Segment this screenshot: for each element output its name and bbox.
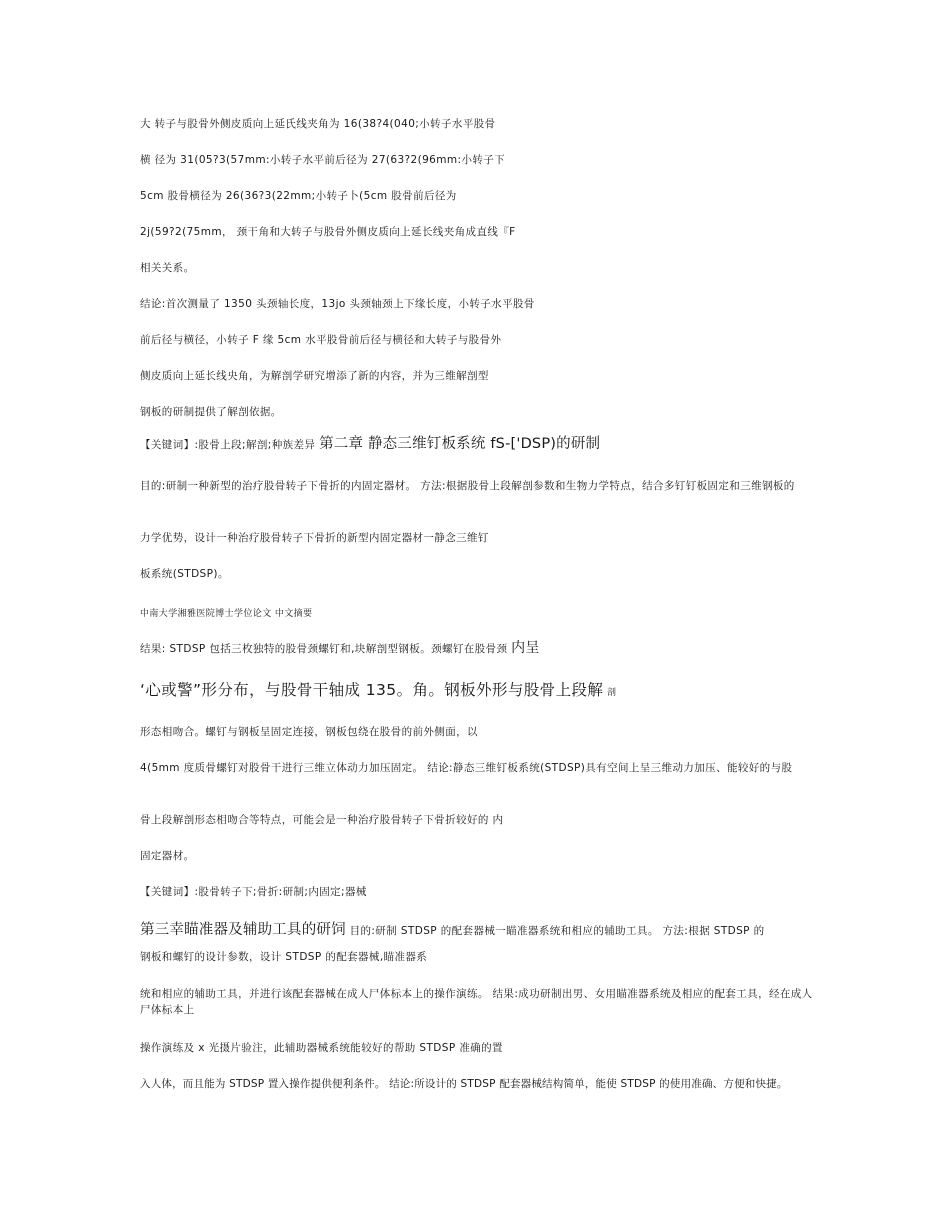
text-line: 板系统(STDSP)。 bbox=[140, 568, 229, 580]
text-line: 固定器材。 bbox=[140, 850, 195, 862]
text-line: 形态相吻合。螺钉与钢板呈固定连接，钢板包绕在股骨的前外侧面，以 bbox=[140, 726, 478, 738]
ch3-aim-text: 目的:研制 STDSP 的配套器械一瞄准器系统和相应的辅助工具。 方法:根据 STDSP 的 bbox=[349, 925, 765, 937]
keywords-line: 【关键词】:股骨转子下;骨折:研制;内固定;器械 bbox=[140, 886, 367, 898]
keywords-text: 【关键词】:股骨上段;解剖;种族差异 bbox=[140, 439, 316, 451]
text-line: 骨上段解剖形态相吻合等特点，可能会是一种治疗股骨转子下骨折较好的 内 bbox=[140, 814, 504, 826]
text-line: 大 转子与股骨外侧皮质向上延氏线夹角为 16(38?4(040;小转子水平股骨 bbox=[140, 118, 496, 130]
text-line: 5cm 股骨横径为 26(36?3(22mm;小转子卜(5cm 股骨前后径为 bbox=[140, 190, 457, 202]
text-line: 相关关系。 bbox=[140, 262, 195, 274]
text-line: 2j(59?2(75mm， 颈干角和大转子与股骨外侧皮质向上延长线夹角成直线『F bbox=[140, 226, 516, 238]
result-text-large: 内呈 bbox=[511, 640, 540, 656]
large-text-line bbox=[140, 681, 820, 699]
text-line: 前后径与横径，小转子 F 缘 5cm 水平股骨前后径与横径和大转子与股骨外 bbox=[140, 334, 502, 346]
text-line: 钢板的研制提供了解剖依据。 bbox=[140, 406, 282, 418]
small-text: 剖 bbox=[607, 688, 617, 698]
running-header: 中南大学湘雅医院博士学位论文 中文摘要 bbox=[140, 609, 313, 619]
ch2-aim-paragraph: 目的:研制一种新型的治疗股骨转子下骨折的内固定器材。 方法:根据股骨上段解剖参数和生物力学特点，结合多钉钉板固定和三维钢板的 bbox=[140, 480, 795, 492]
chapter-3-heading: 第三幸瞄准器及辅助工具的研饲 bbox=[140, 922, 346, 938]
ch3-result-paragraph: 统和相应的辅助工具，并进行该配套器械在成人尸体标本上的操作演练。 结果:成功研制出男、女用瞄准器系统及相应的配套工具，经在成人尸体标本上 bbox=[140, 988, 813, 1016]
text-line: 操作演练及 x 光摄片验注，此辅助器械系统能较好的帮助 STDSP 准确的置 bbox=[140, 1042, 503, 1054]
ch3-heading-line bbox=[140, 924, 820, 937]
ch2-conclusion-paragraph: 4(5mm 度质骨螺钉对股骨干进行三维立体动力加压固定。 结论:静态三维钉板系统(STDSP)具有空间上呈三维动力加压、能较好的与股 bbox=[140, 762, 793, 774]
text-line: 横 径为 31(05?3(57mm:小转子水平前后径为 27(63?2(96mm:小转子下 bbox=[140, 154, 506, 166]
result-text: 结果: STDSP 包括三枚独特的股骨颈螺钉和,块解剖型钢板。颈螺钉在股骨颈 bbox=[140, 643, 508, 655]
text-line: 入人体，而且能为 STDSP 置入操作提供便利条件。 结论:所设计的 STDSP 配套器械结构简单，能使 STDSP 的使用准确、方便和快捷。 bbox=[140, 1078, 788, 1090]
text-line: 侧皮质向上延长线央角，为解剖学研究增添了新的内容，并为三维解剖型 bbox=[140, 370, 489, 382]
text-line: 钢板和螺钉的设计参数，设计 STDSP 的配套器械,瞄准器系 bbox=[140, 951, 428, 963]
chapter-2-heading: 第二章 静态三维钉板系统 fS-['DSP)的研制 bbox=[319, 436, 601, 452]
result-line bbox=[140, 642, 820, 655]
large-text: ‘心或警”形分布，与股骨干轴成 135。角。钢板外形与股骨上段解 bbox=[140, 681, 604, 699]
text-line: 力学优势，设计一种治疗股骨转子下骨折的新型内固定器材一静念三维钉 bbox=[140, 532, 489, 544]
text-line: 结论:首次测量了 1350 头颈轴长度，13jo 头颈轴颈上下缘长度，小转子水平股骨 bbox=[140, 298, 535, 310]
keywords-line bbox=[140, 438, 820, 451]
